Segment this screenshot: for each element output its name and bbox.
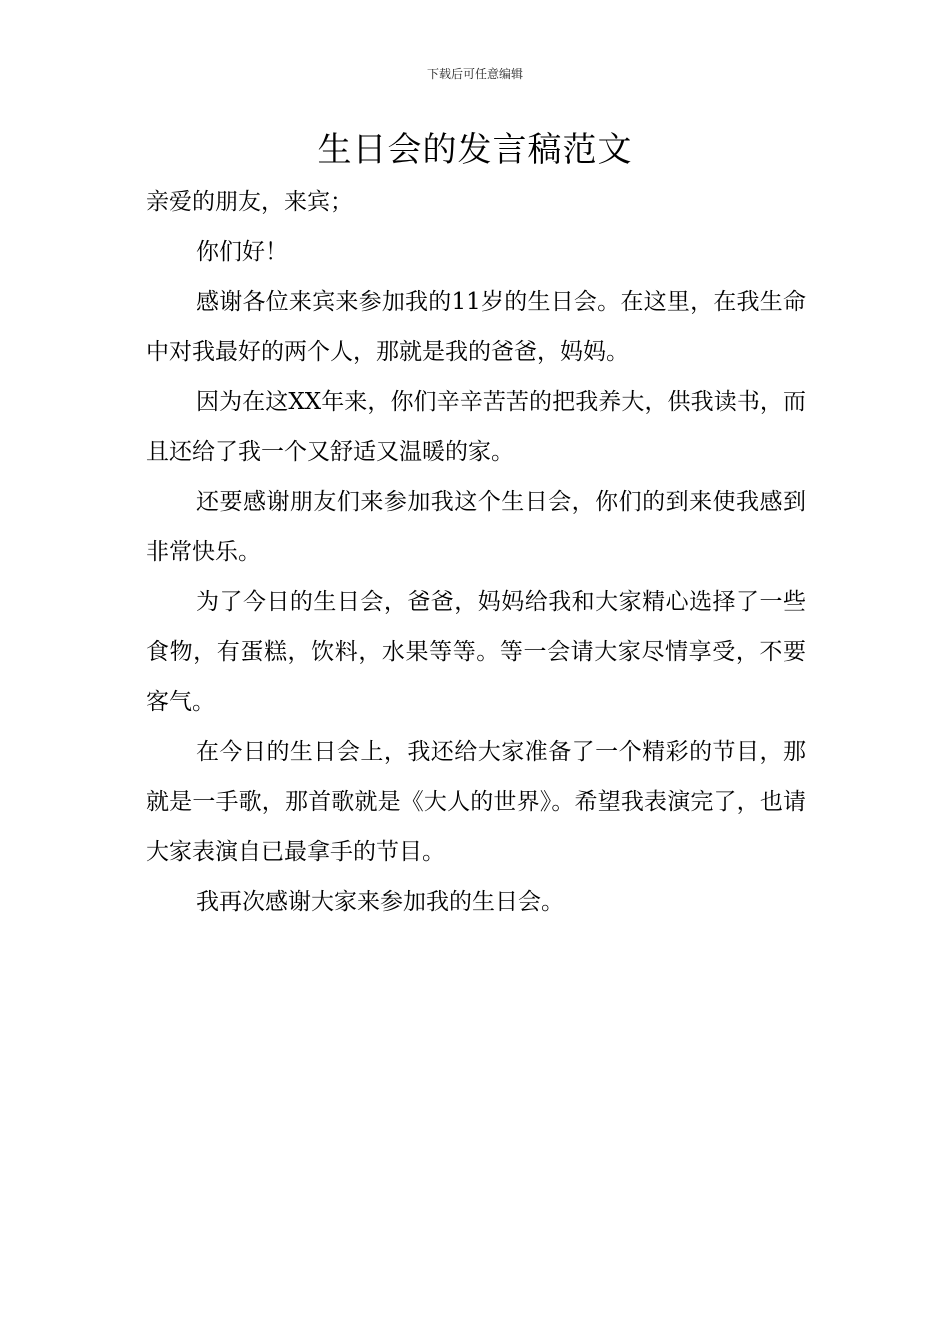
body-paragraph: 因为在这XX年来，你们辛辛苦苦的把我养大，供我读书，而且还给了我一个又舒适又温暖的家。 [146, 389, 806, 465]
body-paragraph: 在今日的生日会上，我还给大家准备了一个精彩的节目，那就是一手歌，那首歌就是《大人的世界》。希望我表演完了，也请大家表演自已最拿手的节目。 [146, 739, 806, 865]
greeting-paragraph: 你们好！ [196, 239, 288, 265]
header-note: 下载后可任意编辑 [426, 67, 523, 81]
body-paragraph: 感谢各位来宾来参加我的11岁的生日会。在这里，在我生命中对我最好的两个人，那就是我的爸爸，妈妈。 [146, 289, 806, 365]
document-title: 生日会的发言稿范文 [317, 130, 633, 170]
body-paragraph: 为了今日的生日会，爸爸，妈妈给我和大家精心选择了一些食物，有蛋糕，饮料，水果等等。等一会请大家尽情享受，不要客气。 [146, 589, 806, 715]
salutation-paragraph: 亲爱的朋友，来宾； [146, 189, 353, 215]
body-paragraph: 还要感谢朋友们来参加我这个生日会，你们的到来使我感到非常快乐。 [146, 489, 806, 565]
closing-paragraph: 我再次感谢大家来参加我的生日会。 [196, 889, 564, 915]
document-body [146, 177, 806, 927]
